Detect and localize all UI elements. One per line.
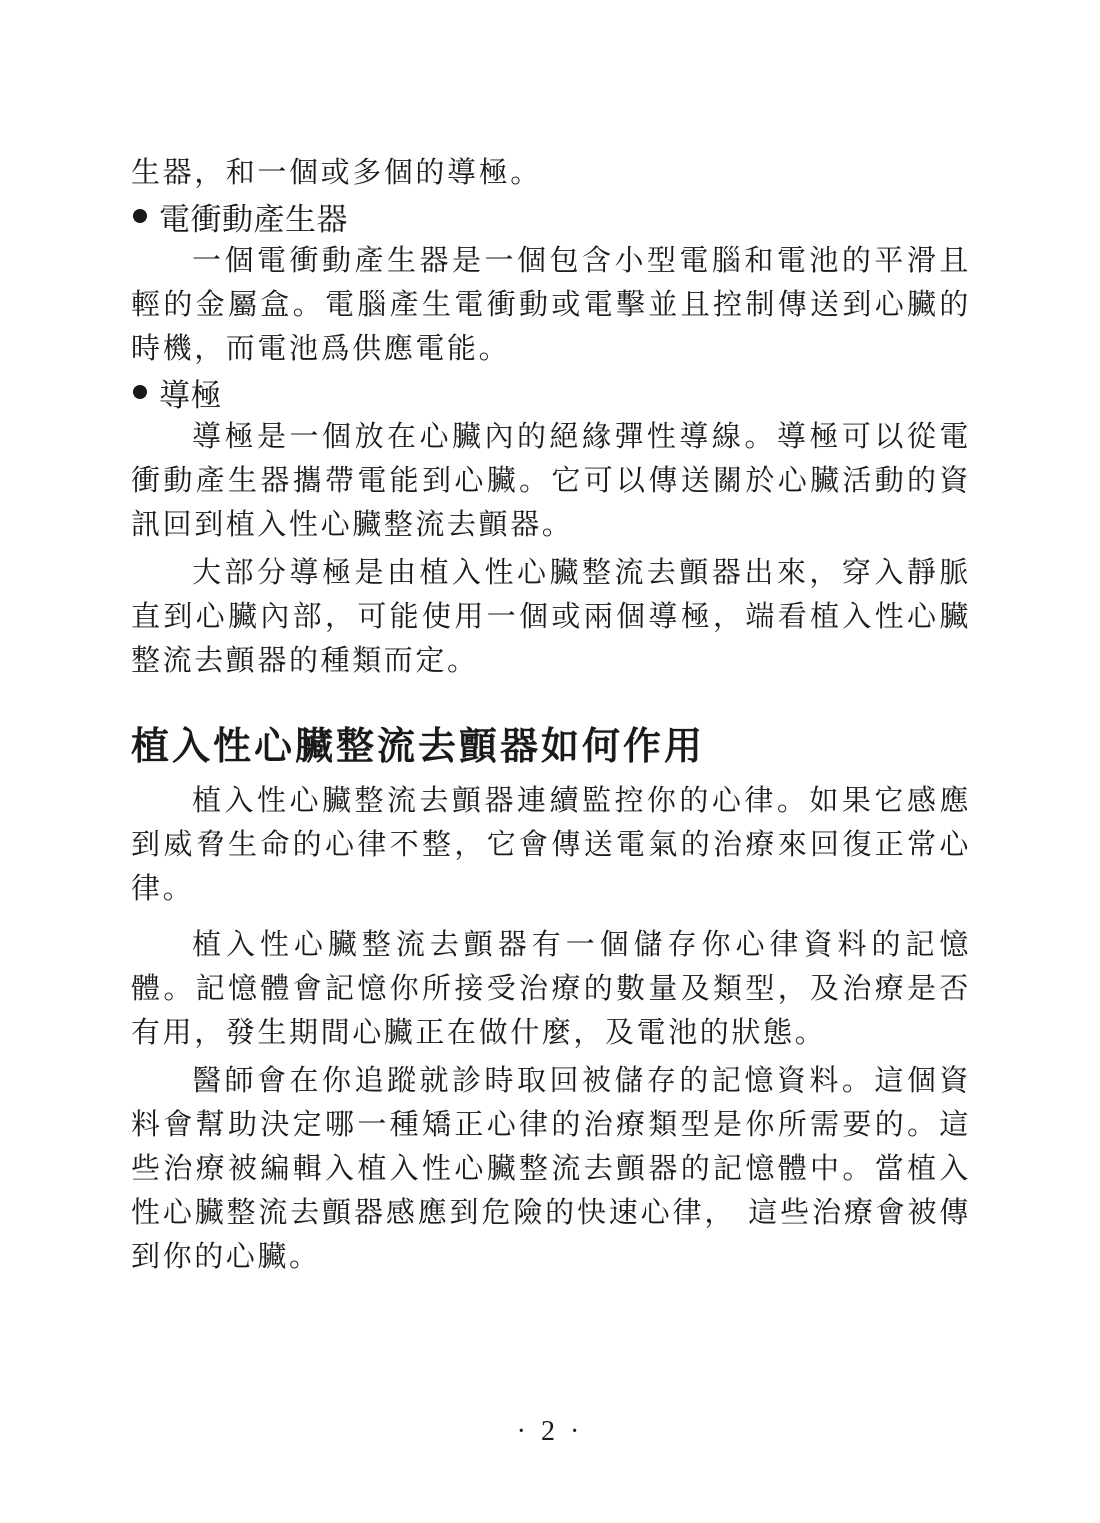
continuation-text: 生器，和一個或多個的導極。: [131, 155, 542, 189]
paragraph: 導極是一個放在心臟內的絕緣彈性導線。導極可以從電衝動產生器攜帶電能到心臟。它可以傳送關於心臟活動的資訊回到植入性心臟整流去顫器。: [131, 419, 971, 541]
paragraph: 大部分導極是由植入性心臟整流去顫器出來，穿入靜脈直到心臟內部，可能使用一個或兩個導極，端看植入性心臟整流去顫器的種類而定。: [131, 555, 971, 677]
page-number: · 2 ·: [516, 1416, 584, 1447]
paragraph: 植入性心臟整流去顫器連續監控你的心律。如果它感應到威脅生命的心律不整，它會傳送電氣的治療來回復正常心律。: [131, 783, 971, 905]
bullet-icon: [133, 209, 147, 223]
bullet-heading-impulse-generator: [131, 194, 971, 238]
paragraph: 一個電衝動產生器是一個包含小型電腦和電池的平滑且輕的金屬盒。電腦產生電衝動或電擊並且控制傳送到心臟的時機，而電池爲供應電能。: [131, 243, 971, 365]
paragraph: 醫師會在你追蹤就診時取回被儲存的記憶資料。這個資料會幫助決定哪一種矯正心律的治療類型是你所需要的。這些治療被編輯入植入性心臟整流去顫器的記憶體中。當植入性心臟整流去顫器感應到危險的快速心律， 這些治療會被傳到你的心臟。: [131, 1063, 971, 1273]
paragraph: 植入性心臟整流去顫器有一個儲存你心律資料的記憶體。記憶體會記憶你所接受治療的數量及類型，及治療是否有用，發生期間心臟正在做什麼，及電池的狀態。: [131, 927, 971, 1049]
bullet-heading-label: 導極: [159, 377, 222, 414]
document-body: [131, 150, 971, 1278]
bullet-icon: [133, 385, 147, 399]
bullet-heading-lead: [131, 370, 971, 414]
section-title: 植入性心臟整流去顫器如何作用: [131, 723, 706, 768]
bullet-heading-label: 電衝動產生器: [159, 201, 348, 238]
